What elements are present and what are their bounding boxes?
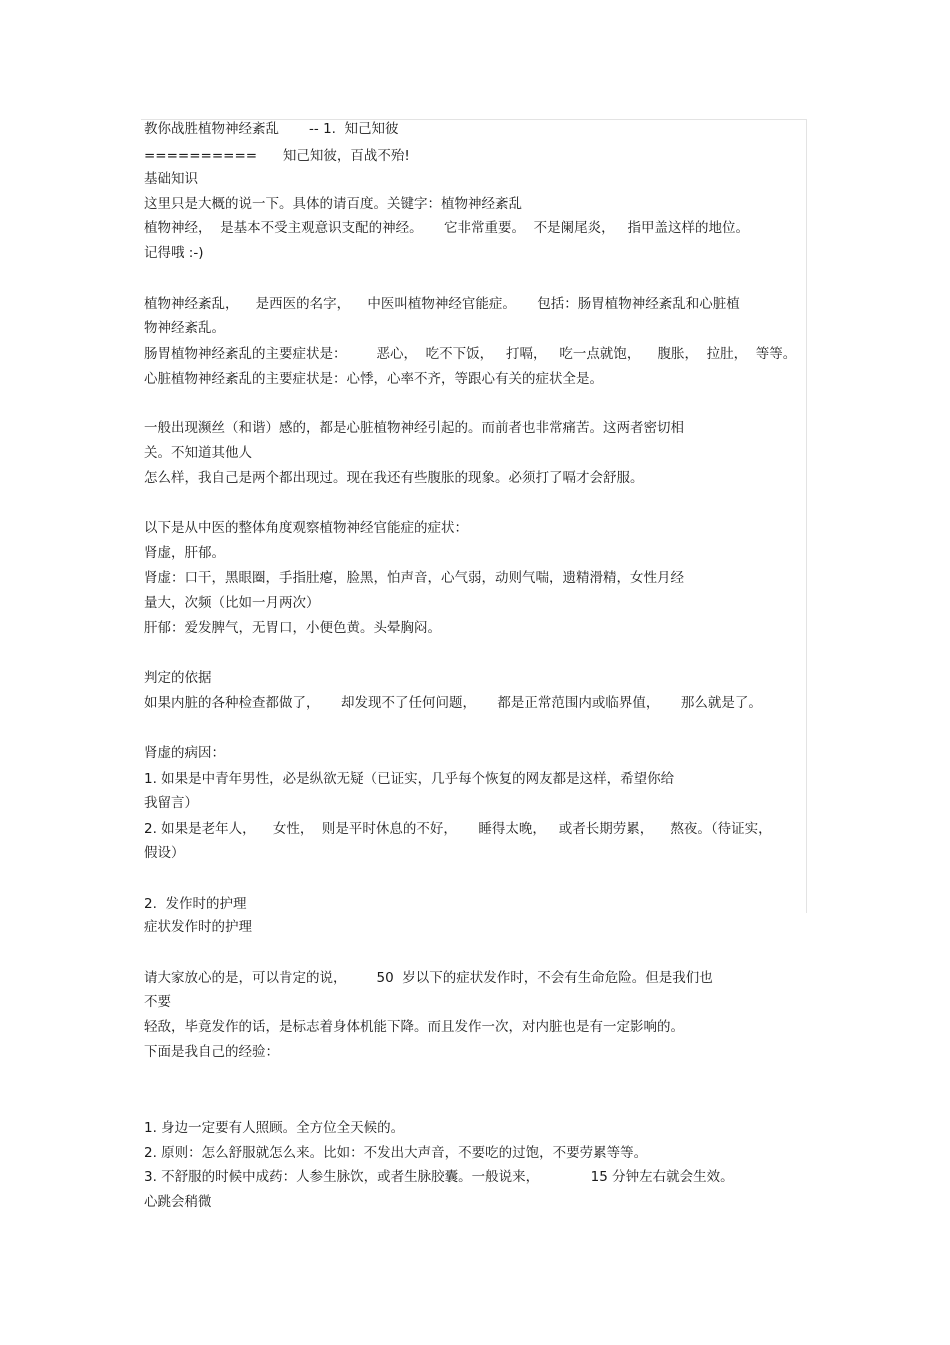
text-line: 记得哦 :-) [144, 245, 204, 261]
text-line: 2. 如果是老年人， 女性， 则是平时休息的不好， 睡得太晚， 或者长期劳累， 熬夜。（待证实， [144, 821, 772, 837]
text-line: 我留言） [144, 795, 198, 811]
text-line: 3. 不舒服的时候中成药：人参生脉饮，或者生脉胶囊。一般说来， 15 分钟左右就会生效。 [144, 1169, 734, 1185]
text-line: 2. 发作时的护理 [144, 896, 247, 912]
text-line: 假设） [144, 845, 185, 861]
text-line: 物神经紊乱。 [144, 320, 225, 336]
text-line: 1. 如果是中青年男性，必是纵欲无疑（已证实，几乎每个恢复的网友都是这样，希望你给 [144, 771, 675, 787]
text-line: 这里只是大概的说一下。具体的请百度。关键字：植物神经紊乱 [144, 196, 522, 212]
text-line: 下面是我自己的经验： [144, 1044, 279, 1060]
text-line: 1. 身边一定要有人照顾。全方位全天候的。 [144, 1120, 405, 1136]
text-line: 肾虚：口干，黑眼圈，手指肚瘪，脸黑，怕声音，心气弱，动则气喘，遗精滑精，女性月经 [144, 570, 684, 586]
text-line: 以下是从中医的整体角度观察植物神经官能症的症状： [144, 520, 468, 536]
text-line: 2. 原则：怎么舒服就怎么来。比如：不发出大声音，不要吃的过饱，不要劳累等等。 [144, 1145, 648, 1161]
text-line: 不要 [144, 994, 171, 1010]
text-line: 量大，次频（比如一月两次） [144, 595, 320, 611]
text-line: 肠胃植物神经紊乱的主要症状是： 恶心， 吃不下饭， 打嗝， 吃一点就饱， 腹胀， 拉肚， 等等。 [144, 346, 797, 362]
text-line: 基础知识 [144, 171, 198, 187]
text-line: 心跳会稍微 [144, 1194, 212, 1210]
text-line: 判定的依据 [144, 670, 212, 686]
text-line: 植物神经紊乱， 是西医的名字， 中医叫植物神经官能症。 包括：肠胃植物神经紊乱和心脏植 [144, 296, 740, 312]
text-line: 症状发作时的护理 [144, 919, 252, 935]
text-line: 轻敌，毕竟发作的话，是标志着身体机能下降。而且发作一次，对内脏也是有一定影响的。 [144, 1019, 684, 1035]
text-line: 请大家放心的是，可以肯定的说， 50 岁以下的症状发作时，不会有生命危险。但是我们也 [144, 970, 713, 986]
text-line: 肾虚的病因： [144, 745, 225, 761]
text-line: 怎么样，我自己是两个都出现过。现在我还有些腹胀的现象。必须打了嗝才会舒服。 [144, 470, 644, 486]
text-line: ========== 知己知彼，百战不殆! [144, 148, 410, 164]
text-line: 关。不知道其他人 [144, 445, 252, 461]
text-line: 一般出现濒丝（和谐）感的，都是心脏植物神经引起的。而前者也非常痛苦。这两者密切相 [144, 420, 684, 436]
text-line: 植物神经， 是基本不受主观意识支配的神经。 它非常重要。 不是阑尾炎， 指甲盖这样的地位。 [144, 220, 749, 236]
content-frame [141, 119, 807, 913]
text-line: 心脏植物神经紊乱的主要症状是：心悸，心率不齐，等跟心有关的症状全是。 [144, 371, 603, 387]
text-line: 教你战胜植物神经紊乱 -- 1. 知己知彼 [144, 121, 399, 137]
text-line: 肾虚，肝郁。 [144, 545, 225, 561]
text-line: 如果内脏的各种检查都做了， 却发现不了任何问题， 都是正常范围内或临界值， 那么就是了。 [144, 695, 762, 711]
text-line: 肝郁：爱发脾气，无胃口，小便色黄。头晕胸闷。 [144, 620, 441, 636]
